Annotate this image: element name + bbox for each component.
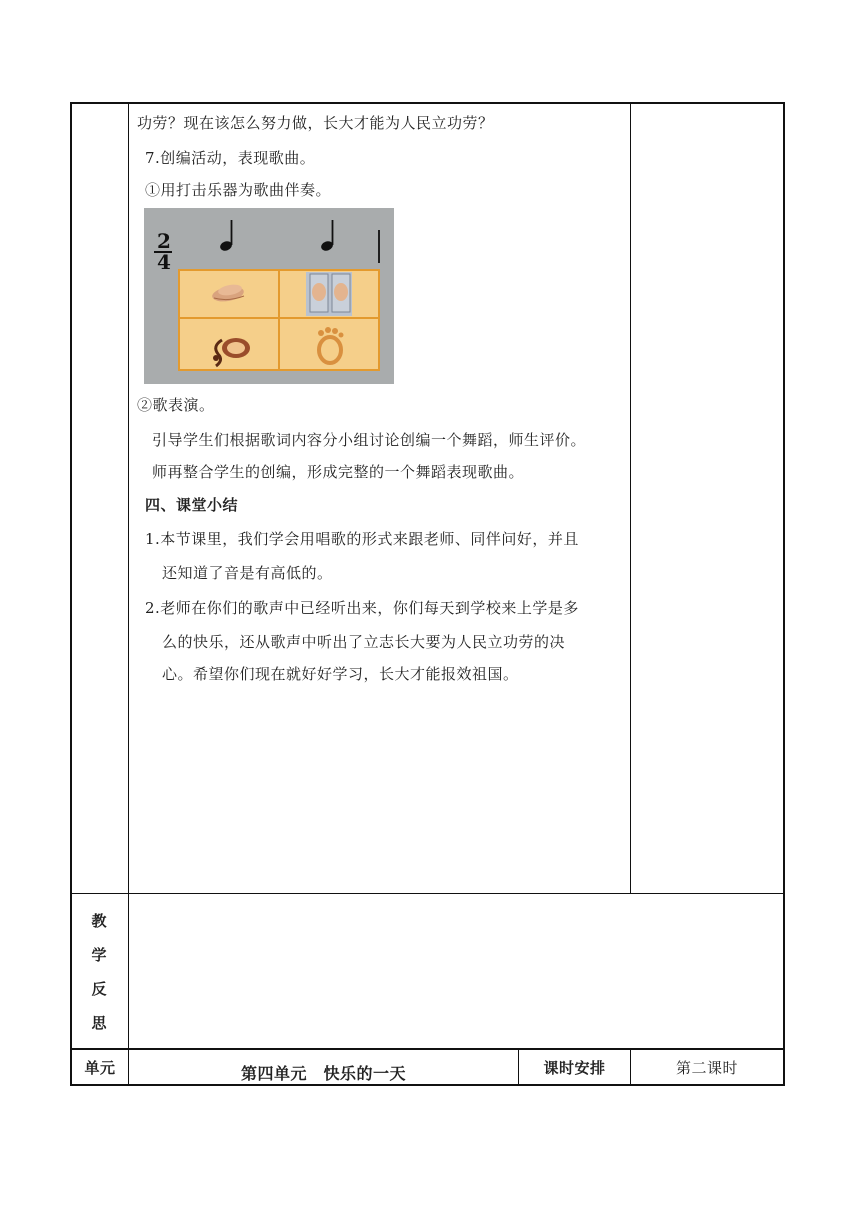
reflection-row-bottom	[70, 1048, 785, 1050]
section-4-title: 四、课堂小结	[145, 496, 239, 514]
unit-label: 单元	[84, 1059, 116, 1077]
content-line-1: 功劳？现在该怎么努力做，长大才能为人民立功劳？	[137, 114, 494, 132]
content-row-bottom	[70, 893, 785, 894]
schedule-label: 课时安排	[543, 1059, 606, 1077]
unit-title: 第四单元 快乐的一天	[240, 1064, 406, 1083]
schedule-value: 第二课时	[675, 1059, 738, 1077]
notes-column-divider	[630, 102, 631, 894]
summary-1-line-b: 还知道了音是有高低的。	[162, 564, 333, 582]
time-signature-top: 2	[157, 229, 171, 253]
rhythm-illustration	[144, 208, 394, 384]
teaching-reflection-label	[70, 904, 128, 1040]
rhythm-accompaniment-figure	[144, 208, 394, 384]
table-right-border	[783, 102, 785, 1086]
reflection-char-3: 反	[91, 980, 107, 998]
time-signature-bottom: 4	[157, 250, 171, 274]
reflection-char-2: 学	[91, 946, 107, 964]
summary-2-line-a: 2.老师在你们的歌声中已经听出来，你们每天到学校来上学是多	[145, 599, 579, 617]
step-7-heading: 7.创编活动，表现歌曲。	[145, 149, 316, 167]
table-bottom-border	[70, 1084, 785, 1086]
label-column-divider	[128, 102, 129, 1086]
sub-step-1: ①用打击乐器为歌曲伴奏。	[145, 181, 332, 199]
reflection-char-4: 思	[91, 1014, 107, 1032]
paragraph-2: 师再整合学生的创编，形成完整的一个舞蹈表现歌曲。	[152, 463, 525, 481]
patting-knees-icon	[306, 272, 352, 316]
sub-step-2: ②歌表演。	[137, 396, 215, 414]
reflection-char-1: 教	[91, 912, 107, 930]
paragraph-1: 引导学生们根据歌词内容分小组讨论创编一个舞蹈，师生评价。	[152, 431, 587, 449]
summary-2-line-c: 心。希望你们现在就好好学习，长大才能报效祖国。	[162, 665, 519, 683]
summary-2-line-b: 么的快乐，还从歌声中听出了立志长大要为人民立功劳的决	[162, 633, 566, 651]
summary-1-line-a: 1.本节课里，我们学会用唱歌的形式来跟老师、同伴问好，并且	[145, 530, 579, 548]
table-top-border	[70, 102, 785, 104]
